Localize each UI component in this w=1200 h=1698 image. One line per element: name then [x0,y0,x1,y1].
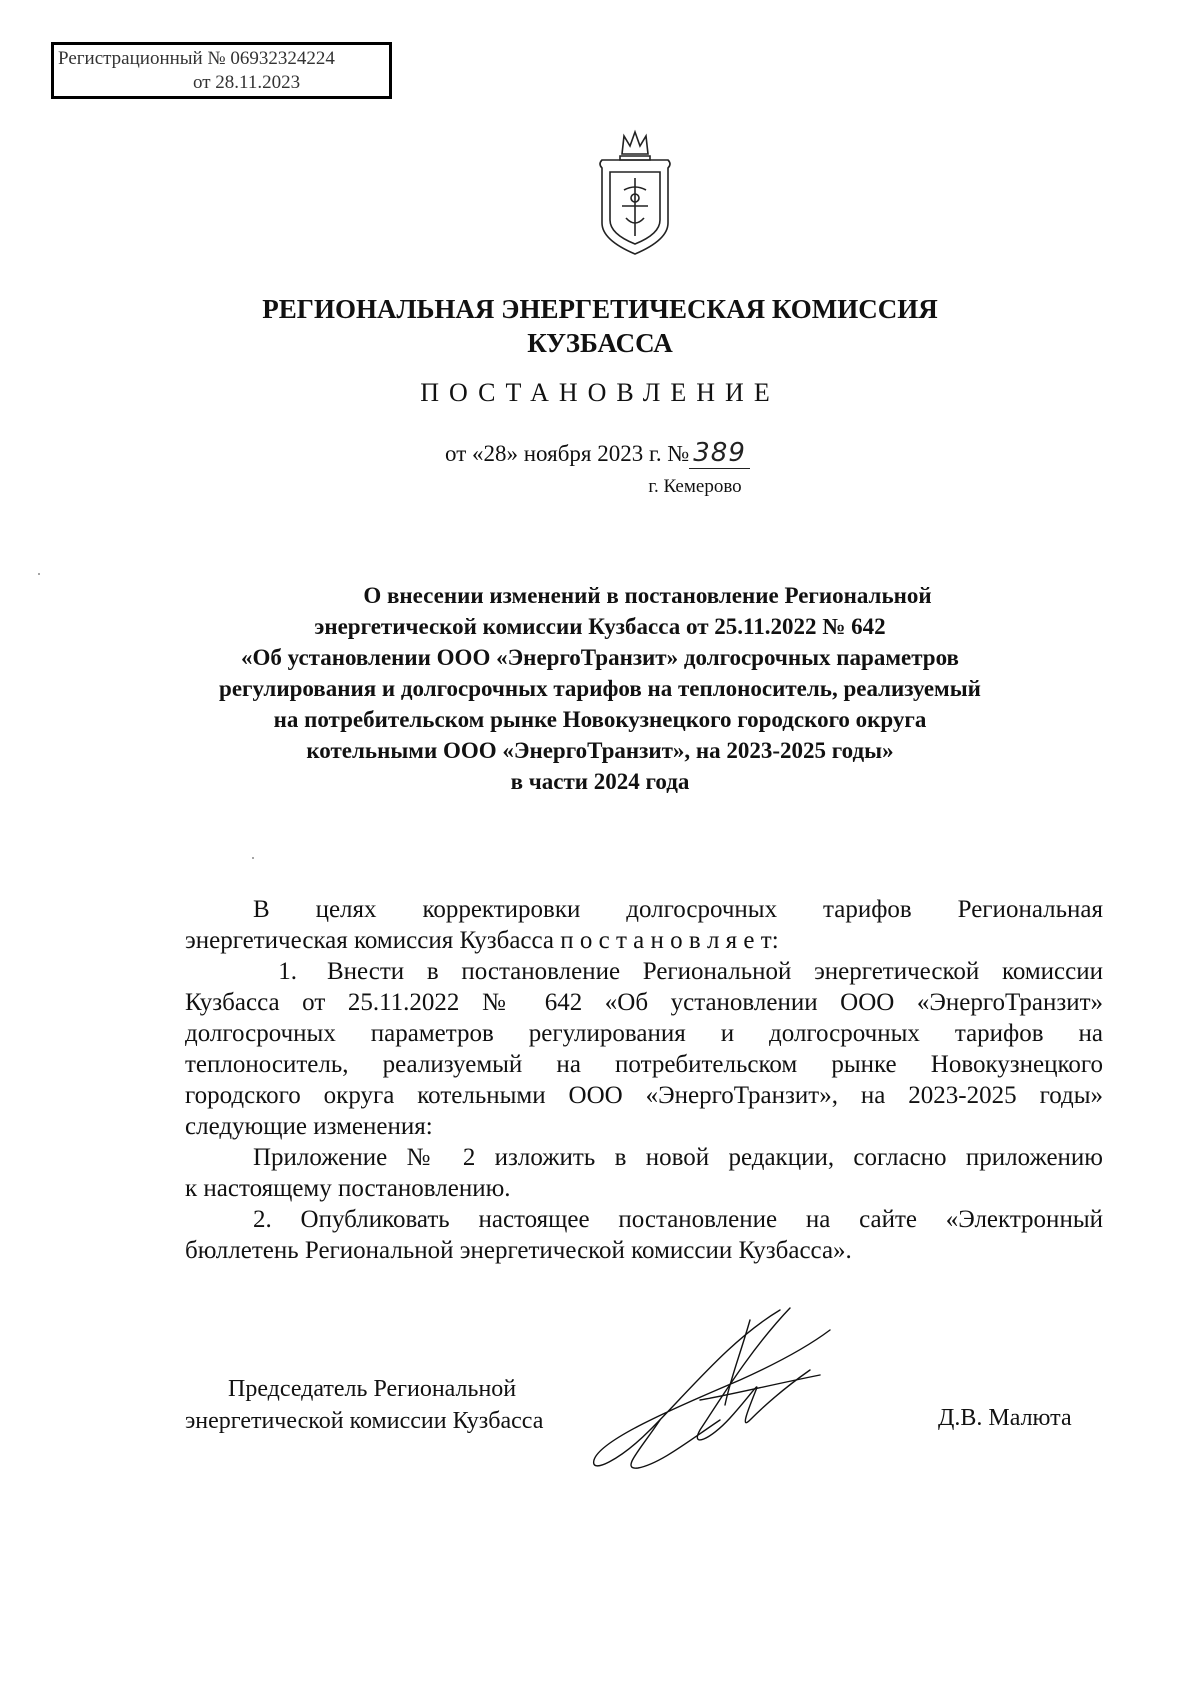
subject-line: энергетической комиссии Кузбасса от 25.11.2022 № 642 [314,614,886,639]
registration-stamp [51,42,392,99]
document-number: 389 [689,438,750,469]
appendix-line-2: к настоящему постановлению. [185,1175,511,1202]
item-2-line-2: бюллетень Региональной энергетической комиссии Кузбасса». [185,1237,852,1264]
subject-line: «Об установлении ООО «ЭнергоТранзит» долгосрочных параметров [241,645,959,670]
signatory-title-line-1: Председатель Региональной [228,1376,517,1402]
coat-of-arms-icon [594,128,676,258]
organization-name [200,292,1000,360]
registration-number: Регистрационный № 06932324224 [58,48,335,69]
item-1-first-line [185,956,1103,987]
subject-line: на потребительском рынке Новокузнецкого городского округа [273,707,927,732]
subject-line: О внесении изменений в постановление Региональной [363,583,932,608]
item-1-line: городского округа котельными ООО «ЭнергоТранзит», на 2023-2025 годы» [185,1082,1103,1109]
item-1-line: теплоноситель, реализуемый на потребительском рынке Новокузнецкого [185,1051,1103,1078]
intro-text: энергетическая комиссия Кузбасса [185,927,561,954]
document-city: г. Кемерово [648,476,742,497]
subject-line: регулирования и долгосрочных тарифов на теплоноситель, реализуемый [219,676,981,701]
handwritten-signature [580,1300,880,1480]
intro-line-2 [185,925,1103,956]
item-2-line-1: 2. Опубликовать настоящее постановление на сайте «Электронный [253,1206,1103,1233]
intro-line-1: В целях корректировки долгосрочных тарифов Региональная [253,896,1103,923]
intro-decree-word: п о с т а н о в л я е т: [560,927,779,954]
subject-line: в части 2024 года [510,769,690,794]
item-1-number: 1. [278,958,297,985]
item-1-line: Кузбасса от 25.11.2022 № 642 «Об установлении ООО «ЭнергоТранзит» [185,989,1103,1016]
signatory-title [185,1373,543,1437]
document-body [185,894,1103,1266]
document-date-line [445,438,750,469]
document-subject [150,580,1050,797]
signatory-title-line-2: энергетической комиссии Кузбасса [185,1408,544,1434]
subject-line: котельными ООО «ЭнергоТранзит», на 2023-2025 годы» [306,738,894,763]
organization-line-1: РЕГИОНАЛЬНАЯ ЭНЕРГЕТИЧЕСКАЯ КОМИССИЯ [262,294,938,324]
registration-date: от 28.11.2023 [193,72,301,93]
item-1-last-line: следующие изменения: [185,1113,433,1140]
document-type: ПОСТАНОВЛЕНИЕ [420,378,780,407]
document-date: от «28» ноября 2023 г. № [445,441,690,466]
signatory-name: Д.В. Малюта [938,1405,1072,1431]
item-1-line-1: Внести в постановление Региональной энергетической комиссии [327,958,1103,985]
organization-line-2: КУЗБАССА [527,328,673,358]
item-1-line: долгосрочных параметров регулирования и долгосрочных тарифов на [185,1020,1103,1047]
appendix-line-1: Приложение № 2 изложить в новой редакции, согласно приложению [253,1144,1103,1171]
